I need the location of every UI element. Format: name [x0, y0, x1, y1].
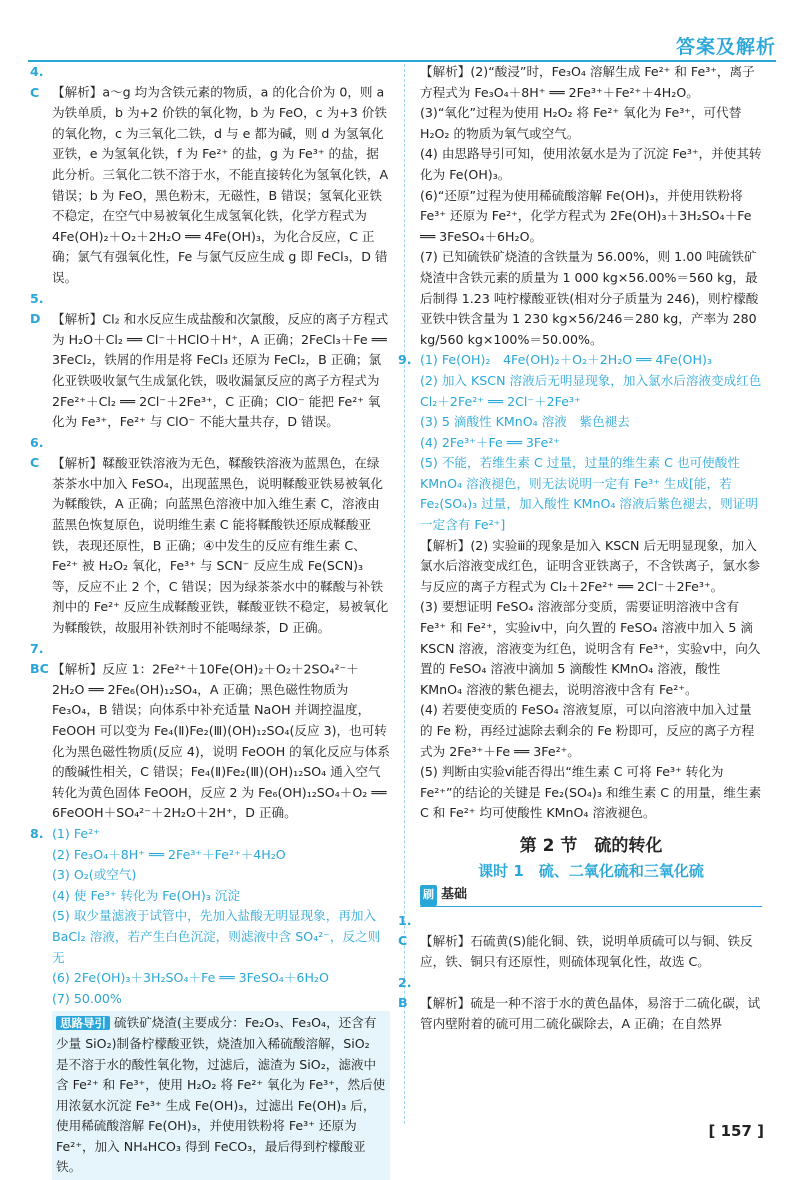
answer-line: (4) 2Fe³⁺＋Fe ══ 3Fe²⁺ [420, 434, 560, 450]
answer-item [30, 824, 390, 845]
answer-item [398, 350, 762, 371]
page-number: [ 157 ] [708, 1122, 764, 1140]
analysis-text: 【解析】石硫黄(S)能化铜、铁，说明单质硫可以与铜、铁反应，铁、铜只有还原性，则硫体现氧化性，故选 C。 [420, 933, 753, 969]
guide-text: 硫铁矿烧渣(主要成分：Fe₂O₃、Fe₃O₄，还含有少量 SiO₂)制备柠檬酸亚铁，烧渣加入稀硫酸溶解，SiO₂ 是不溶于水的酸性氧化物，过滤后，滤渣为 SiO₂，滤液中含 Fe²⁺ 和 Fe³⁺，使用 H₂O₂ 将 Fe²⁺ 氧化为 Fe³⁺，然后使用浓氨水沉淀 Fe³⁺ 生成 Fe(OH)₃，过滤出 Fe(OH)₃ 后，使用稀硫酸溶解 Fe(OH)₃，并使用铁粉将 Fe³⁺ 还原为 Fe²⁺，加入 NH₄HCO₃ 得到 FeCO₃，最后得到柠檬酸亚铁。 [56, 1015, 386, 1175]
analysis-paragraph: (5) 判断由实验ⅵ能否得出“维生素 C 可将 Fe³⁺ 转化为 Fe²⁺”的结论的关键是 Fe₂(SO₄)₃ 和维生素 C 的用量，维生素 C 和 Fe²⁺ 均可使酸性 KMnO₄ 溶液褪色。 [420, 764, 762, 821]
answer-line: (6) 2Fe(OH)₃＋3H₂SO₄＋Fe ══ 3FeSO₄＋6H₂O [52, 970, 329, 986]
header-title: 答案及解析 [675, 36, 776, 58]
question-number: 2. B [398, 974, 412, 1011]
analysis-paragraph: (6)“还原”过程为使用稀硫酸溶解 Fe(OH)₃，并使用铁粉将 Fe³⁺ 还原为 Fe²⁺，化学方程式为 2Fe(OH)₃＋3H₂SO₄＋Fe ══ 3FeSO₄＋6H₂O。 [420, 187, 752, 244]
answer-line: (1) Fe²⁺ [52, 825, 100, 841]
analysis-paragraph: (3)“氧化”过程为使用 H₂O₂ 将 Fe²⁺ 氧化为 Fe³⁺，可代替 H₂O₂ 的物质为氧气或空气。 [420, 105, 742, 141]
question-number: 1. C [398, 912, 412, 949]
analysis-paragraph: 【解析】(2)“酸浸”时，Fe₃O₄ 溶解生成 Fe²⁺ 和 Fe³⁺，离子方程式为 Fe₃O₄＋8H⁺ ══ 2Fe³⁺＋Fe²⁺＋4H₂O。 [420, 64, 755, 100]
thinking-guide [52, 1011, 390, 1180]
answer-item [398, 973, 762, 1035]
analysis-paragraph: (4) 由思路导引可知，使用浓氨水是为了沉淀 Fe³⁺，并使其转化为 Fe(OH)₃。 [420, 146, 762, 182]
answer-line: (7) 50.00% [52, 990, 122, 1006]
answer-line: (5) 取少量滤液于试管中，先加入盐酸无明显现象，再加入 BaCl₂ 溶液，若产生白色沉淀，则滤液中含 SO₄²⁻，反之则无 [52, 908, 381, 965]
lesson-title: 课时 1 硫、二氧化硫和三氧化硫 [478, 861, 704, 880]
answer-line: (2) 加入 KSCN 溶液后无明显现象，加入氯水后溶液变成红色 Cl₂＋2Fe²⁺ ══ 2Cl⁻＋2Fe³⁺ [420, 372, 774, 409]
answer-item [30, 289, 390, 433]
analysis-paragraph: 【解析】(2) 实验ⅲ的现象是加入 KSCN 后无明显现象，加入氯水后溶液变成红色，证明含亚铁离子，不含铁离子，氯水参与反应的离子方程式为 Cl₂＋2Fe²⁺ ══ 2Cl⁻＋2Fe³⁺。 [420, 537, 761, 594]
question-number: 9. [398, 352, 412, 368]
analysis-text: 【解析】反应 1：2Fe²⁺＋10Fe(OH)₂＋O₂＋2SO₄²⁻＋2H₂O ══ 2Fe₆(OH)₁₂SO₄，A 正确；黑色磁性物质为 Fe₃O₄，B 错误；向体系中补充适量 NaOH 并调控温度，FeOOH 可以变为 Fe₄(Ⅱ)Fe₂(Ⅲ)(OH)₁₂SO₄(反应 3)，也可转化为黑色磁性物质(反应 4)，说明 FeOOH 的氧化反应与体系的酸碱性相关，C 错误；Fe₄(Ⅱ)Fe₂(Ⅲ)(OH)₁₂SO₄ 通入空气转化为黄色固体 FeOOH，反应 2 为 Fe₆(OH)₁₂SO₄＋O₂ ══ 6FeOOH＋SO₄²⁻＋2H₂O＋2H⁺，D 正确。 [52, 661, 390, 821]
left-column [30, 62, 390, 1180]
question-number: 7. BC [30, 640, 49, 677]
analysis-text: 【解析】鞣酸亚铁溶液为无色，鞣酸铁溶液为蓝黑色，在绿茶茶水中加入 FeSO₄，出现蓝黑色，说明鞣酸亚铁易被氧化为鞣酸铁，A 正确；向蓝黑色溶液中加入维生素 C，溶液由蓝黑色恢复原色，说明维生素 C 能将鞣酸铁还原成鞣酸亚铁，表现还原性，B 正确；④中发生的反应有维生素 C、Fe²⁺ 被 H₂O₂ 氧化，Fe³⁺ 与 SCN⁻ 反应生成 Fe(SCN)₃ 等，反应不止 2 个，C 错误；因为绿茶茶水中的鞣酸与补铁剂中的 Fe²⁺ 反应生成鞣酸亚铁，鞣酸亚铁不稳定，易被氧化为鞣酸铁，故服用补铁剂时不能喝绿茶，D 正确。 [52, 455, 389, 636]
analysis-text: 【解析】Cl₂ 和水反应生成盐酸和次氯酸，反应的离子方程式为 H₂O＋Cl₂ ══ Cl⁻＋HClO＋H⁺，A 正确；2FeCl₃＋Fe ══ 3FeCl₂，铁屑的作用是将 FeCl₃ 还原为 FeCl₂，B 正确；氯化亚铁吸收氯气生成氯化铁，吸收漏氯反应的离子方程式为 2Fe²⁺＋Cl₂ ══ 2Cl⁻＋2Fe³⁺，C 正确；ClO⁻ 能把 Fe²⁺ 氧化为 Fe³⁺，Fe²⁺ 与 ClO⁻ 不能大量共存，D 错误。 [52, 311, 389, 430]
answer-line: (3) O₂(或空气) [52, 867, 137, 883]
question-number: 6. C [30, 434, 44, 471]
basics-heading [420, 885, 762, 907]
analysis-paragraph: (7) 已知硫铁矿烧渣的含铁量为 56.00%，则 1.00 吨硫铁矿烧渣中含铁元素的质量为 1 000 kg×56.00%＝560 kg，最后制得 1.23 吨柠檬酸亚铁(相对分子质量为 246)，则柠檬酸亚铁中铁含量为 1 230 kg×56/246＝280 kg，产率为 280 kg/560 kg×100%＝50.00%。 [420, 249, 759, 347]
answer-item [30, 62, 390, 289]
question-number: 8. [30, 825, 44, 841]
answer-line: (1) Fe(OH)₂ 4Fe(OH)₂＋O₂＋2H₂O ══ 4Fe(OH)₃ [420, 352, 712, 368]
answer-item [398, 911, 762, 973]
answer-line: (4) 使 Fe³⁺ 转化为 Fe(OH)₃ 沉淀 [52, 887, 240, 903]
guide-badge: 思路导引 [56, 1016, 110, 1030]
analysis-paragraph: (3) 要想证明 FeSO₄ 溶液部分变质，需要证明溶液中含有 Fe³⁺ 和 Fe²⁺，实验ⅳ中，向久置的 FeSO₄ 溶液中加入 5 滴 KSCN 溶液，溶液变为红色，说明含有 Fe³⁺，实验ⅴ中，向久置的 FeSO₄ 溶液中滴加 5 滴酸性 KMnO₄ 溶液，酸性 KMnO₄ 溶液的紫色褪去，说明溶液中含有 Fe²⁺。 [420, 599, 761, 697]
column-divider [404, 64, 405, 1124]
section-title: 第 2 节 硫的转化 [519, 835, 663, 856]
basics-badge: 刷 [420, 885, 437, 906]
answer-line: (5) 不能，若维生素 C 过量，过量的维生素 C 也可使酸性 KMnO₄ 溶液褪色，则无法说明一定有 Fe³⁺ 生成[能，若 Fe₂(SO₄)₃ 过量，加入酸性 KMnO₄ 溶液后紫色褪去，则证明一定含有 Fe²⁺] [420, 455, 758, 533]
right-column [398, 62, 774, 1034]
answer-item [30, 433, 390, 639]
analysis-text: 【解析】硫是一种不溶于水的黄色晶体，易溶于二硫化碳，试管内壁附着的硫可用二硫化碳除去，A 正确；在自然界 [420, 995, 761, 1031]
question-number: 5. D [30, 290, 44, 327]
answer-line: (3) 5 滴酸性 KMnO₄ 溶液 紫色褪去 [420, 414, 630, 430]
question-number: 4. C [30, 64, 44, 100]
basics-label: 基础 [441, 887, 468, 903]
answer-item [30, 639, 390, 824]
analysis-text: 【解析】a～g 均为含铁元素的物质，a 的化合价为 0，则 a 为铁单质，b 为+2 价铁的氧化物，b 为 FeO，c 为+3 价铁的氧化物，c 为三氧化二铁，d 与 e 都为碱，则 d 为氢氧化亚铁，e 为氢氧化铁，f 为 Fe²⁺ 的盐，g 为 Fe³⁺ 的盐，据此分析。三氧化二铁不溶于水，不能直接转化为氢氧化铁，A 错误；b 为 FeO，黑色粉末，无磁性，B 错误；氢氧化亚铁不稳定，在空气中易被氧化生成氢氧化铁，化学方程式为 4Fe(OH)₂＋O₂＋2H₂O ══ 4Fe(OH)₃，为化合反应，C 正确；氯气有强氧化性，Fe 与氯气反应生成 g 即 FeCl₃，D 错误。 [52, 84, 389, 285]
analysis-paragraph: (4) 若要使变质的 FeSO₄ 溶液复原，可以向溶液中加入过量的 Fe 粉，再经过滤除去剩余的 Fe 粉即可，反应的离子方程式为 2Fe³⁺＋Fe ══ 3Fe²⁺。 [420, 702, 755, 759]
answer-line: (2) Fe₃O₄＋8H⁺ ══ 2Fe³⁺＋Fe²⁺＋4H₂O [52, 846, 286, 862]
